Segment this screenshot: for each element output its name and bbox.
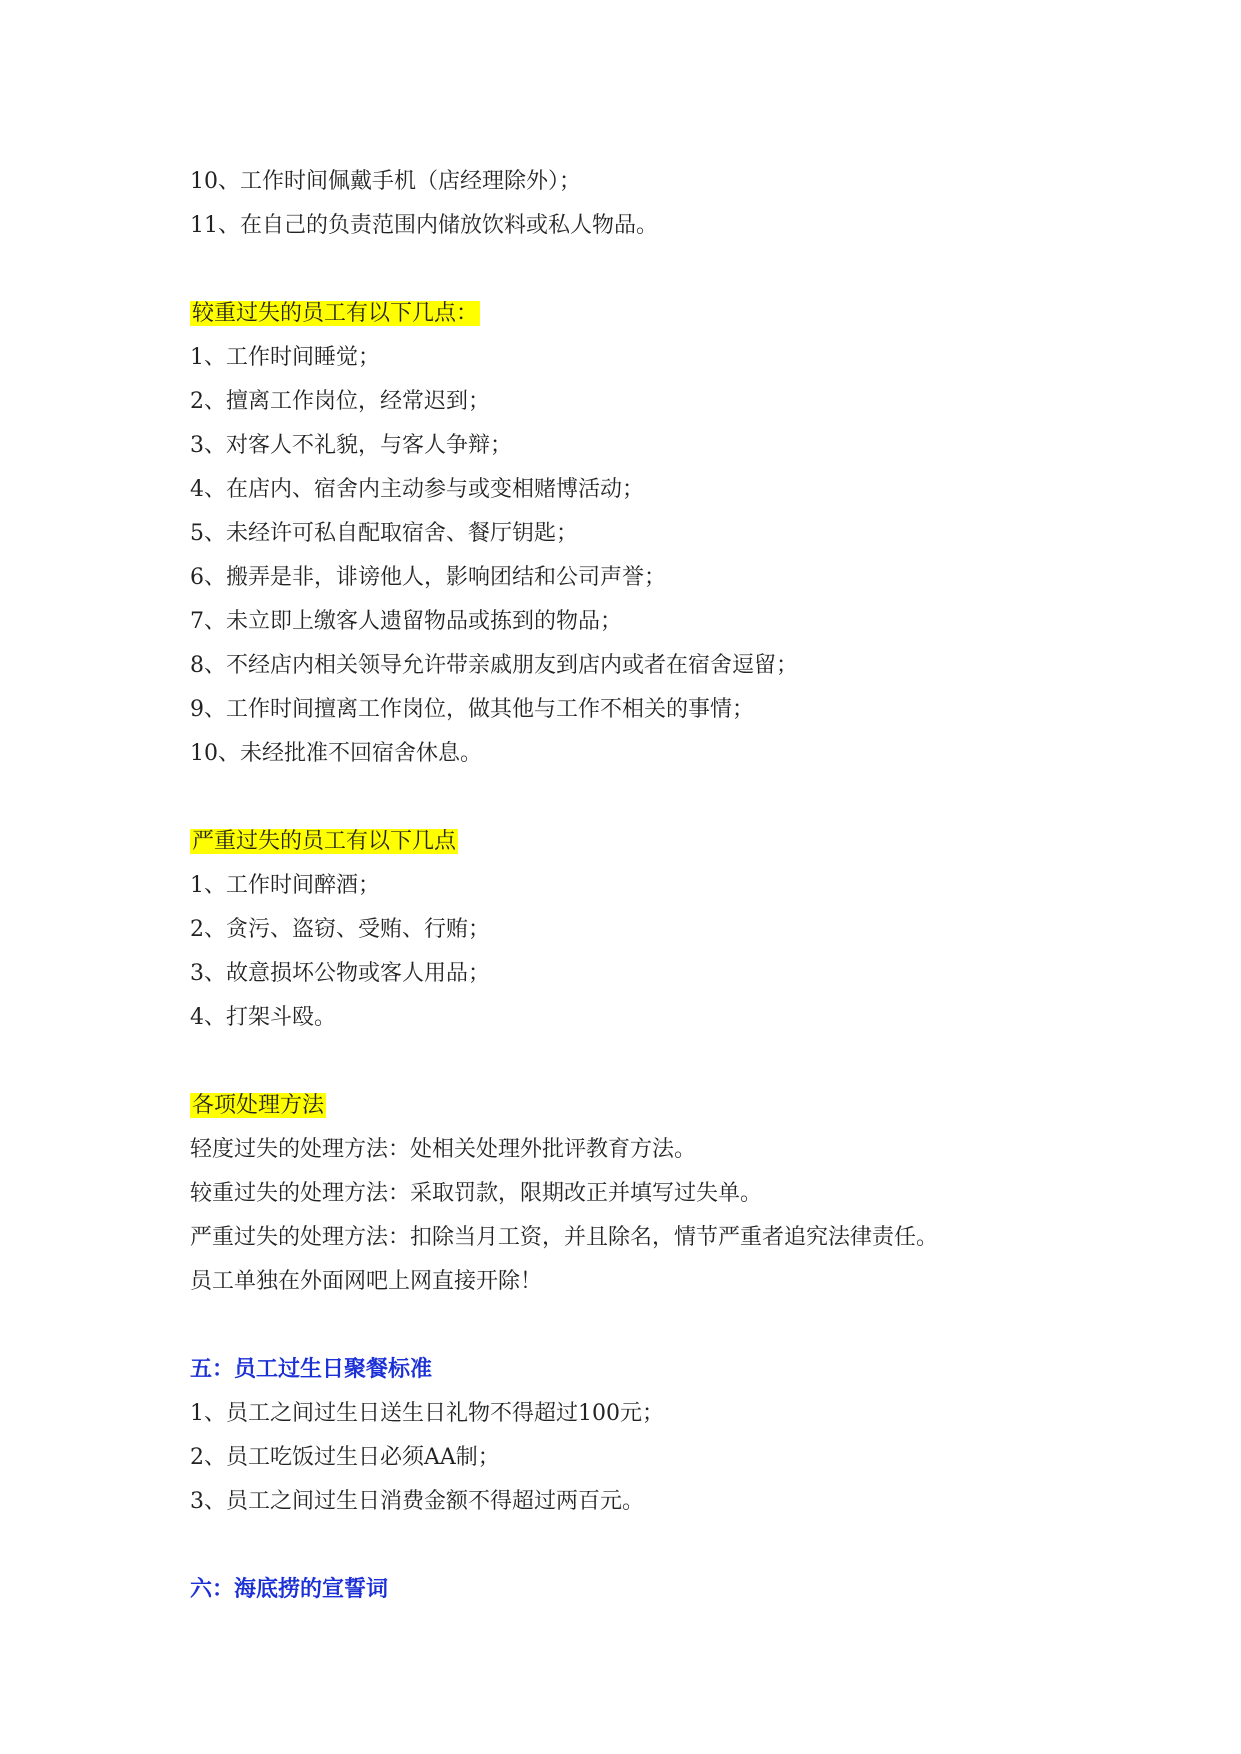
list-item: 2、擅离工作岗位，经常迟到；: [190, 389, 490, 414]
list-item: 8、不经店内相关领导允许带亲戚朋友到店内或者在宿舍逗留；: [190, 653, 798, 678]
list-item: 3、对客人不礼貌，与客人争辩；: [190, 433, 512, 458]
moderate-faults-heading: [190, 292, 1090, 336]
list-item: 严重过失的处理方法：扣除当月工资，并且除名，情节严重者追究法律责任。: [190, 1225, 939, 1250]
list-item: 1、工作时间醉酒；: [190, 873, 380, 898]
section-title-oath: 六：海底捞的宣誓词: [190, 1577, 389, 1602]
list-item: 轻度过失的处理方法：处相关处理外批评教育方法。: [190, 1137, 697, 1162]
list-item: 4、在店内、宿舍内主动参与或变相赌博活动；: [190, 477, 644, 502]
list-item: 3、故意损坏公物或客人用品；: [190, 961, 490, 986]
spacer: [190, 1040, 1090, 1084]
list-item: 10、未经批准不回宿舍休息。: [190, 741, 482, 766]
handling-methods-heading: [190, 1084, 1090, 1128]
document-body: [190, 160, 1090, 1612]
list-item: 7、未立即上缴客人遗留物品或拣到的物品；: [190, 609, 622, 634]
list-item: 5、未经许可私自配取宿舍、餐厅钥匙；: [190, 521, 578, 546]
list-item: 较重过失的处理方法：采取罚款，限期改正并填写过失单。: [190, 1181, 763, 1206]
list-item: 员工单独在外面网吧上网直接开除！: [190, 1269, 543, 1294]
serious-faults-heading: [190, 820, 1090, 864]
list-item: 2、员工吃饭过生日必须AA制；: [190, 1445, 500, 1470]
list-item: 3、员工之间过生日消费金额不得超过两百元。: [190, 1489, 644, 1514]
list-item: 10、工作时间佩戴手机（店经理除外）；: [190, 169, 581, 194]
spacer: [190, 1524, 1090, 1568]
highlighted-text: 各项处理方法: [192, 1093, 325, 1118]
list-item: 4、打架斗殴。: [190, 1005, 336, 1030]
list-item: 9、工作时间擅离工作岗位，做其他与工作不相关的事情；: [190, 697, 754, 722]
highlighted-text: 严重过失的员工有以下几点: [192, 829, 457, 854]
list-item: 1、员工之间过生日送生日礼物不得超过100元；: [190, 1401, 664, 1426]
list-item: 11、在自己的负责范围内储放饮料或私人物品。: [190, 213, 658, 238]
list-item: 6、搬弄是非，诽谤他人，影响团结和公司声誉；: [190, 565, 666, 590]
spacer: [190, 1304, 1090, 1348]
list-item: 1、工作时间睡觉；: [190, 345, 380, 370]
highlighted-text: 较重过失的员工有以下几点：: [192, 301, 479, 326]
section-title-birthday: 五：员工过生日聚餐标准: [190, 1357, 433, 1382]
list-item: 2、贪污、盗窃、受贿、行贿；: [190, 917, 490, 942]
spacer: [190, 776, 1090, 820]
spacer: [190, 248, 1090, 292]
